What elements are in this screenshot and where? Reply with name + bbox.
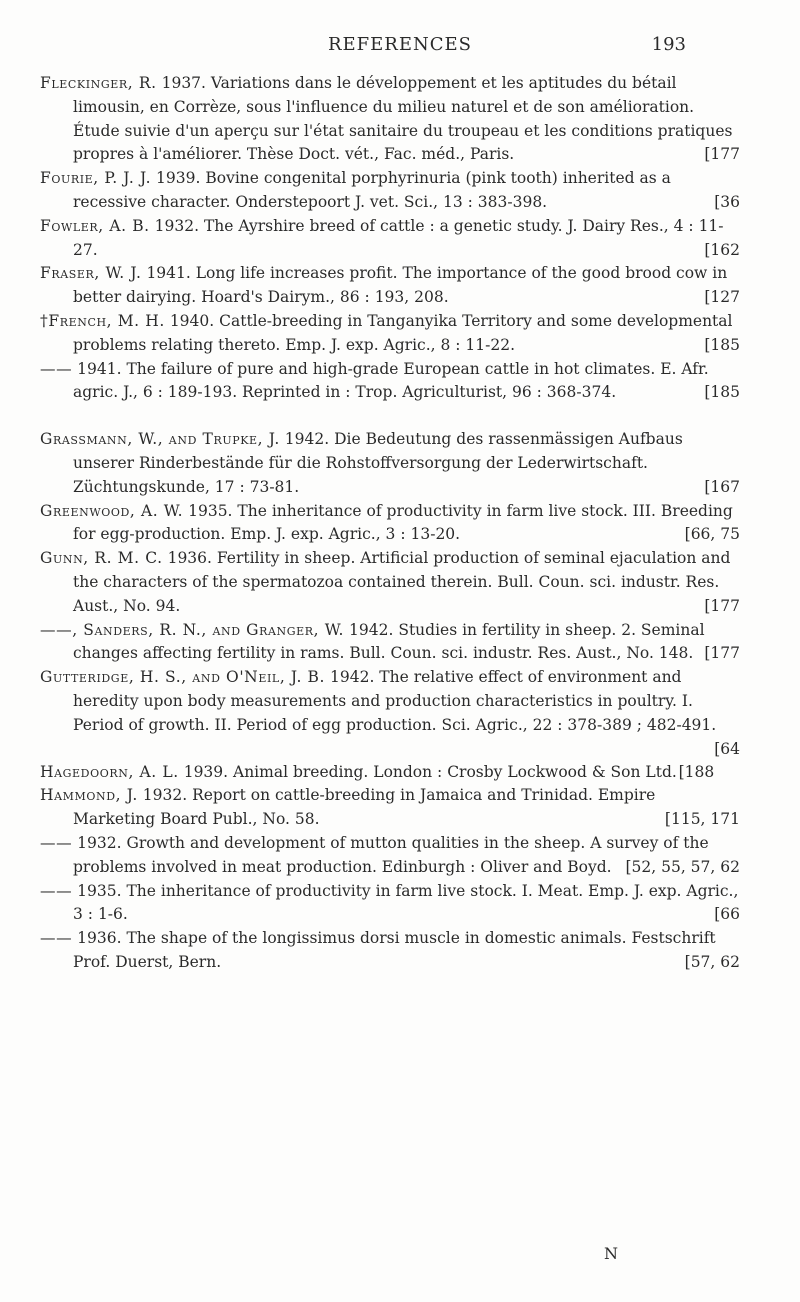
reference-text: 1936. Fertility in sheep. Artificial production of seminal ejaculation and the characters of the spermatozoa contained therein. Bull. Coun. sci. industr. Res. Aust., No. 94. (73, 549, 731, 615)
reference-entry (40, 927, 740, 975)
reference-citation-pages: [64 (714, 739, 740, 758)
page-number: 193 (651, 34, 686, 55)
reference-text: 1942. The relative effect of environment and heredity upon body measurements and production characteristics in poultry. I. Period of growth. II. Period of egg production. Sci. Agric., 22 : 378-389 ; 482-491. (73, 668, 717, 734)
reference-author: Hammond, J. (40, 786, 138, 805)
reference-text: 1942. Die Bedeutung des rassenmässigen Aufbaus unserer Rinderbestände für die Rohstoffversorgung der Lederwirtschaft. Züchtungskunde, 17 : 73-81. (73, 430, 683, 496)
reference-entry (40, 619, 740, 667)
reference-entry (40, 761, 740, 785)
reference-text: 1941. Long life increases profit. The importance of the good brood cow in better dairying. Hoard's Dairym., 86 : 193, 208. (73, 264, 728, 307)
reference-author: Fowler, A. B. (40, 216, 150, 235)
reference-author: Hagedoorn, A. L. (40, 762, 179, 781)
reference-entry (40, 428, 740, 499)
reference-text: 1942. Studies in fertility in sheep. 2. Seminal changes affecting fertility in rams. Bull. Coun. sci. industr. Res. Aust., No. 148. (73, 620, 705, 663)
reference-author: Fourie, P. J. J. (40, 169, 152, 188)
reference-list (40, 72, 740, 975)
reference-entry (40, 500, 740, 548)
reference-author: —— (40, 929, 73, 948)
reference-citation-pages: [57, 62 (684, 952, 740, 971)
reference-text: 1932. The Ayrshire breed of cattle : a genetic study. J. Dairy Res., 4 : 11-27. (73, 216, 724, 259)
reference-citation-pages: [66 (714, 905, 740, 924)
reference-entry (40, 262, 740, 310)
reference-entry (40, 358, 740, 406)
reference-entry (40, 832, 740, 880)
signature-mark: N (604, 1244, 618, 1263)
reference-citation-pages: [188 (678, 762, 715, 781)
reference-text: 1941. The failure of pure and high-grade European cattle in hot climates. E. Afr. agric. J., 6 : 189-193. Reprinted in : Trop. Agriculturist, 96 : 368-374. (73, 359, 709, 402)
reference-citation-pages: [177 (704, 145, 740, 164)
reference-author: Gunn, R. M. C. (40, 549, 163, 568)
reference-citation-pages: [185 (704, 383, 740, 402)
reference-author: Greenwood, A. W. (40, 501, 184, 520)
reference-citation-pages: [177 (704, 644, 740, 663)
reference-entry (40, 310, 740, 358)
page-header (0, 34, 800, 62)
reference-citation-pages: [162 (704, 240, 740, 259)
reference-citation-pages: [52, 55, 57, 62 (625, 857, 740, 876)
reference-citation-pages: [167 (704, 477, 740, 496)
reference-entry (40, 167, 740, 215)
reference-citation-pages: [36 (714, 192, 740, 211)
reference-entry (40, 784, 740, 832)
reference-author: —— (40, 833, 73, 852)
reference-text: 1940. Cattle-breeding in Tanganyika Territory and some developmental problems relating thereto. Emp. J. exp. Agric., 8 : 11-22. (73, 311, 733, 354)
reference-text: 1932. Growth and development of mutton qualities in the sheep. A survey of the problems involved in meat production. Edinburgh : Oliver and Boyd. (73, 833, 709, 876)
reference-text: 1935. The inheritance of productivity in farm live stock. I. Meat. Emp. J. exp. Agric., 3 : 1-6. (73, 881, 739, 924)
reference-author: Gutteridge, H. S., and O'Neil, J. B. (40, 668, 326, 687)
reference-text: 1932. Report on cattle-breeding in Jamaica and Trinidad. Empire Marketing Board Publ., No. 58. (73, 786, 656, 829)
reference-author: —— (40, 359, 73, 378)
reference-text: 1939. Bovine congenital porphyrinuria (pink tooth) inherited as a recessive character. Onderstepoort J. vet. Sci., 13 : 383-398. (73, 169, 671, 211)
reference-text: 1937. Variations dans le développement et les aptitudes du bétail limousin, en Corrèze, sous l'influence du milieu naturel et de son amélioration. Étude suivie d'un aperçu sur l'état sanitaire du troupeau et les conditions pratiques propres à l'améliorer. Thèse Doct. vét., Fac. méd., Paris. (73, 74, 733, 164)
reference-author: ——, Sanders, R. N., and Granger, W. (40, 620, 345, 639)
reference-author: —— (40, 881, 73, 900)
reference-text: 1936. The shape of the longissimus dorsi muscle in domestic animals. Festschrift Prof. Duerst, Bern. (73, 929, 716, 971)
reference-author: Fraser, W. J. (40, 264, 142, 283)
reference-text: 1939. Animal breeding. London : Crosby Lockwood & Son Ltd. (183, 762, 677, 781)
reference-citation-pages: [66, 75 (684, 525, 740, 544)
reference-citation-pages: [115, 171 (664, 810, 740, 829)
reference-text: 1935. The inheritance of productivity in farm live stock. III. Breeding for egg-production. Emp. J. exp. Agric., 3 : 13-20. (73, 501, 733, 544)
reference-citation-pages: [185 (704, 335, 740, 354)
reference-author: Grassmann, W., and Trupke, J. (40, 430, 280, 449)
reference-entry (40, 72, 740, 167)
reference-author: Fleckinger, R. (40, 74, 157, 92)
reference-citation-pages: [177 (704, 596, 740, 615)
running-head: REFERENCES (327, 34, 472, 55)
reference-entry (40, 666, 740, 758)
reference-citation-pages: [127 (704, 288, 740, 307)
reference-entry (40, 880, 740, 928)
reference-entry (40, 547, 740, 618)
reference-entry (40, 215, 740, 263)
reference-author: †French, M. H. (40, 311, 165, 330)
